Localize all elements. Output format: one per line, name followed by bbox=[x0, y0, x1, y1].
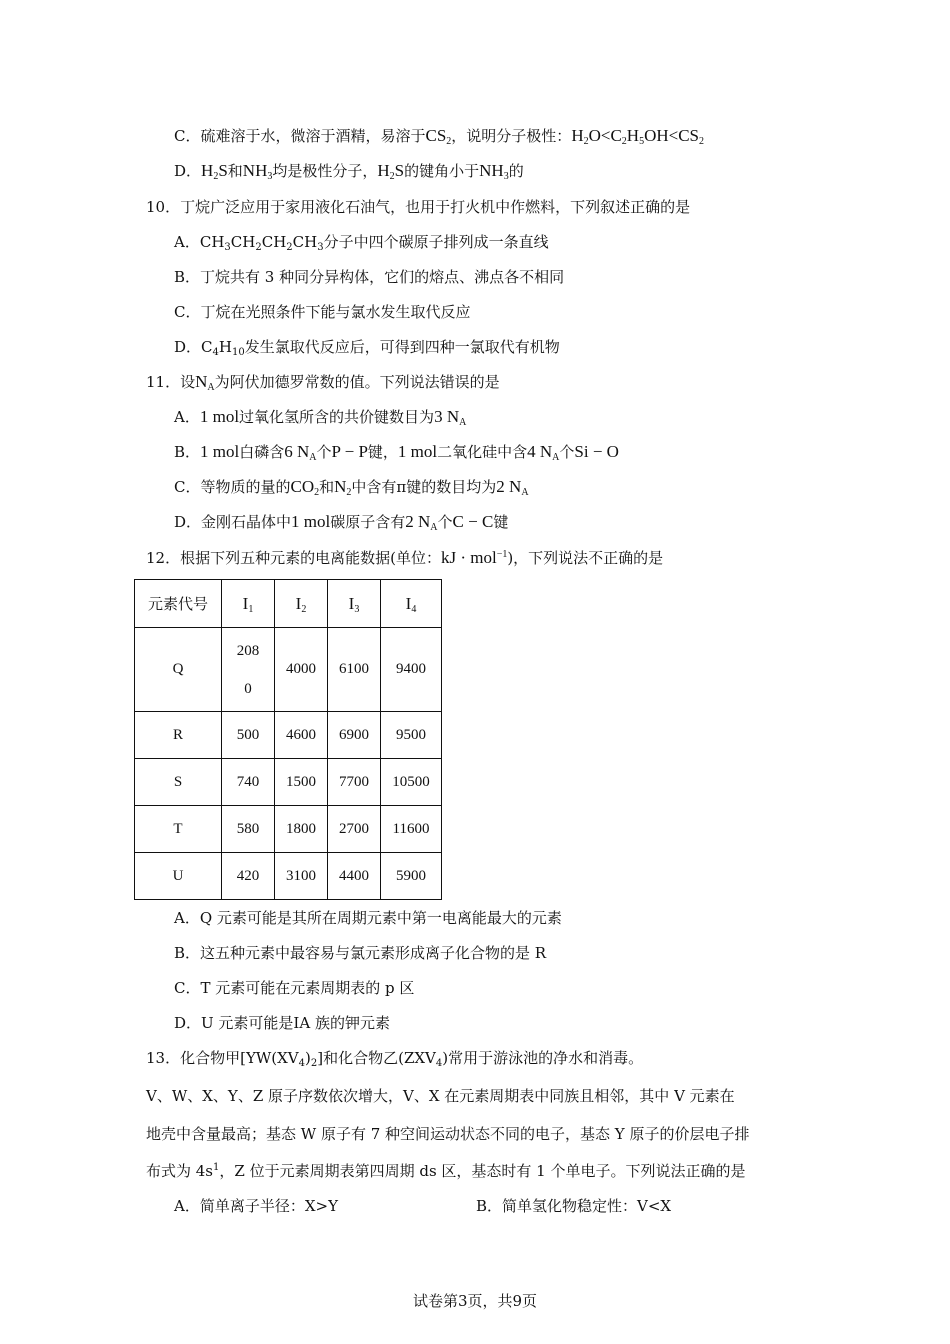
table-cell: 740 bbox=[222, 759, 275, 806]
q10-option-a: A．$CH_3CH_2CH_2CH_3$分子中四个碳原子排列成一条直线 bbox=[174, 233, 549, 253]
table-cell: 3100 bbox=[275, 853, 328, 900]
q13-option-b: B．简单氢化物稳定性：V<X bbox=[476, 1197, 672, 1215]
table-cell: 2700 bbox=[328, 806, 381, 853]
table-cell: 6100 bbox=[328, 628, 381, 712]
table-cell: 4000 bbox=[275, 628, 328, 712]
q11-option-a: A．1 mol过氧化氢所含的共价键数目为3 $N_A$ bbox=[174, 407, 467, 428]
table-cell: 580 bbox=[222, 806, 275, 853]
table-header-row bbox=[135, 580, 442, 628]
q9-option-d: D．$H_2S$和$NH_3$均是极性分子，$H_2S$的键角小于$NH_3$的 bbox=[174, 161, 524, 182]
table-cell: S bbox=[135, 759, 222, 806]
table-row bbox=[135, 806, 442, 853]
table-cell: 4400 bbox=[328, 853, 381, 900]
ionization-energy-table bbox=[134, 579, 442, 900]
table-cell: 4600 bbox=[275, 712, 328, 759]
q11-option-b: B．1 mol白磷含6 $N_A$个P − P键，1 mol二氧化硅中含4 $N_A$个Si − O bbox=[174, 442, 619, 463]
page-footer: 试卷第3页，共9页 bbox=[412, 1292, 538, 1310]
table-cell: 9500 bbox=[381, 712, 442, 759]
q12-option-d: D．U 元素可能是ⅠA 族的钾元素 bbox=[174, 1014, 390, 1032]
table-cell: 6900 bbox=[328, 712, 381, 759]
q11-option-c: C．等物质的量的$CO_2$和$N_2$中含有π键的数目均为2 $N_A$ bbox=[174, 477, 529, 498]
q12-stem: 12．根据下列五种元素的电离能数据(单位：kJ · mol$^{-1}$)，下列说法不正确的是 bbox=[146, 548, 664, 567]
table-cell: Q bbox=[135, 628, 222, 712]
table-row bbox=[135, 712, 442, 759]
q12-option-c: C．T 元素可能在元素周期表的 p 区 bbox=[174, 979, 415, 997]
table-cell: 208 0 bbox=[222, 628, 275, 712]
q10-option-c: C．丁烷在光照条件下能与氯水发生取代反应 bbox=[174, 303, 471, 321]
table-cell: 500 bbox=[222, 712, 275, 759]
q10-option-b: B．丁烷共有 3 种同分异构体，它们的熔点、沸点各不相同 bbox=[174, 268, 565, 286]
table-cell: 10500 bbox=[381, 759, 442, 806]
q13-stem: 13．化合物甲$[YW(XV_4)_2]$和化合物乙$(ZXV_4)$常用于游泳池的净水和消毒。 bbox=[146, 1049, 644, 1069]
q12-option-a: A．Q 元素可能是其所在周期元素中第一电离能最大的元素 bbox=[174, 909, 562, 927]
table-row bbox=[135, 853, 442, 900]
q11-stem: 11．设$N_A$为阿伏加德罗常数的值。下列说法错误的是 bbox=[146, 372, 500, 393]
table-cell: T bbox=[135, 806, 222, 853]
table-row bbox=[135, 759, 442, 806]
q9-option-c: C．硫难溶于水，微溶于酒精，易溶于$CS_2$，说明分子极性：$H_2O<C_2H_5OH<CS_2$ bbox=[174, 126, 705, 147]
table-cell: 11600 bbox=[381, 806, 442, 853]
table-cell: 1800 bbox=[275, 806, 328, 853]
header-cell: $I_4$ bbox=[381, 580, 442, 628]
q13-paragraph-line: 地壳中含量最高；基态 W 原子有 7 种空间运动状态不同的电子，基态 Y 原子的价层电子排 bbox=[146, 1125, 750, 1143]
q10-option-d: D．$C_4H_{10}$发生氯取代反应后，可得到四种一氯取代有机物 bbox=[174, 338, 560, 358]
table-cell: 1500 bbox=[275, 759, 328, 806]
table-cell: 9400 bbox=[381, 628, 442, 712]
header-cell: $I_3$ bbox=[328, 580, 381, 628]
table-cell: R bbox=[135, 712, 222, 759]
table-row bbox=[135, 628, 442, 712]
table-cell: 5900 bbox=[381, 853, 442, 900]
table-cell: U bbox=[135, 853, 222, 900]
header-cell: $I_2$ bbox=[275, 580, 328, 628]
table-cell: 420 bbox=[222, 853, 275, 900]
q13-option-a: A．简单离子半径：X>Y bbox=[174, 1197, 338, 1215]
table-cell: 7700 bbox=[328, 759, 381, 806]
q11-option-d: D．金刚石晶体中1 mol碳原子含有2 $N_A$个C − C键 bbox=[174, 512, 509, 533]
header-cell: $I_1$ bbox=[222, 580, 275, 628]
header-cell: 元素代号 bbox=[135, 580, 222, 628]
q12-option-b: B．这五种元素中最容易与氯元素形成离子化合物的是 R bbox=[174, 944, 547, 962]
q13-paragraph-line: V、W、X、Y、Z 原子序数依次增大，V、X 在元素周期表中同族且相邻，其中 V 元素在 bbox=[146, 1087, 735, 1105]
q13-paragraph-line: 布式为 $4s^1$，Z 位于元素周期表第四周期 ds 区，基态时有 1 个单电子。下列说法正确的是 bbox=[146, 1162, 746, 1180]
q10-stem: 10．丁烷广泛应用于家用液化石油气，也用于打火机中作燃料，下列叙述正确的是 bbox=[146, 198, 691, 216]
